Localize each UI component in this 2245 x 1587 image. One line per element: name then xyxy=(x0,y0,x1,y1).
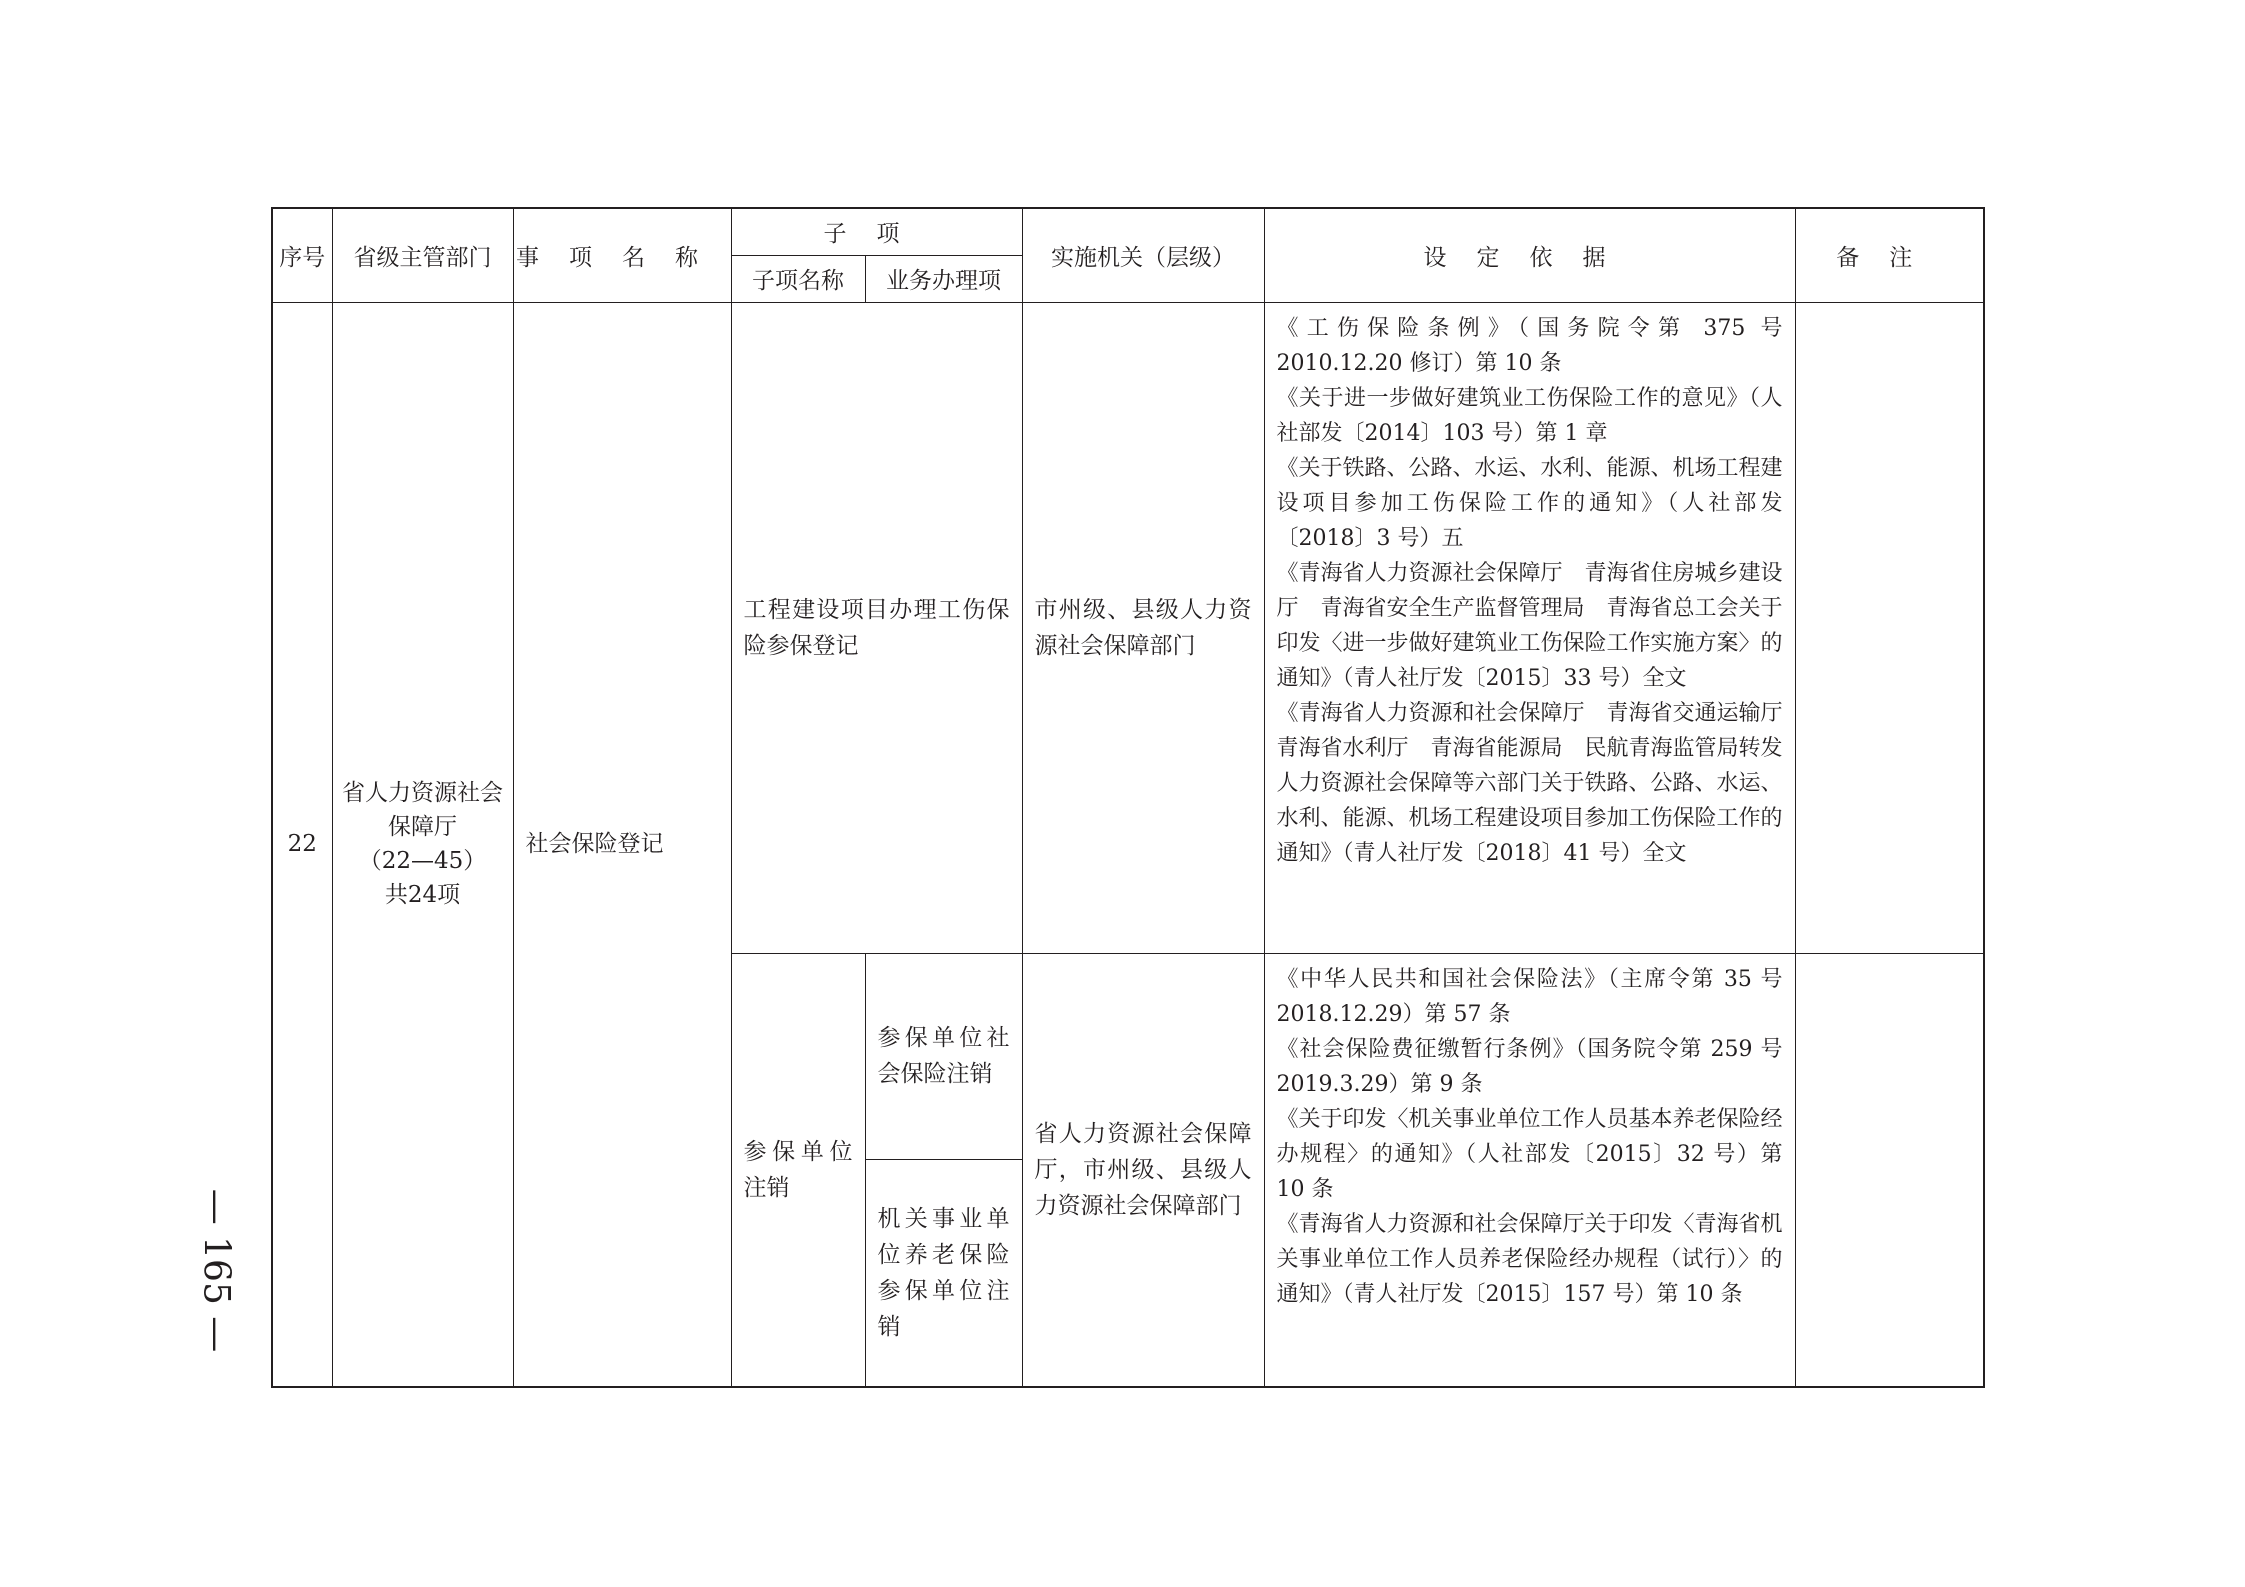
sub2-agency-cell: 省人力资源社会保障厅，市州级、县级人力资源社会保障部门 xyxy=(1022,953,1264,1387)
basis-entry: 《社会保险费征缴暂行条例》（国务院令第 259 号 2019.3.29）第 9 条 xyxy=(1276,1036,1783,1097)
sub1-name-cell: 工程建设项目办理工伤保险参保登记 xyxy=(731,302,1022,953)
header-dept: 省级主管部门 xyxy=(332,208,513,302)
dept-line: 保障厅 xyxy=(388,814,457,841)
table-row xyxy=(272,302,1984,953)
header-remarks: 备注 xyxy=(1795,208,1984,302)
dept-line: 省人力资源社会 xyxy=(342,780,503,807)
sub2-business-cell: 机关事业单位养老保险参保单位注销 xyxy=(865,1159,1022,1387)
item-name-cell: 社会保险登记 xyxy=(513,302,731,1387)
sub2-remarks-cell xyxy=(1795,953,1984,1387)
header-sub: 子项 xyxy=(731,208,1022,255)
seq-cell: 22 xyxy=(272,302,332,1387)
sub2-basis-cell xyxy=(1264,953,1795,1387)
basis-entry: 《关于铁路、公路、水运、水利、能源、机场工程建设项目参加工伤保险工作的通知》（人社部发〔2018〕3 号）五 xyxy=(1276,455,1783,551)
dept-line: （22—45） xyxy=(358,848,487,875)
header-basis: 设定依据 xyxy=(1264,208,1795,302)
basis-entry: 《关于印发〈机关事业单位工作人员基本养老保险经办规程〉的通知》（人社部发〔2015〕32 号）第 10 条 xyxy=(1276,1106,1783,1202)
header-item-name: 事项名称 xyxy=(513,208,731,302)
service-items-table xyxy=(271,207,1985,1388)
basis-entry: 《青海省人力资源社会保障厅 青海省住房城乡建设厅 青海省安全生产监督管理局 青海省总工会关于印发〈进一步做好建筑业工伤保险工作实施方案〉的通知》（青人社厅发〔2015〕33 号）全文 xyxy=(1276,560,1783,691)
basis-entry: 《青海省人力资源和社会保障厅关于印发〈青海省机关事业单位工作人员养老保险经办规程（试行）〉的通知》（青人社厅发〔2015〕157 号）第 10 条 xyxy=(1276,1211,1783,1307)
header-business: 业务办理项 xyxy=(865,255,1022,302)
dept-line: 共24项 xyxy=(384,882,461,909)
header-row-1 xyxy=(272,208,1984,255)
sub1-basis-cell xyxy=(1264,302,1805,953)
sub2-name-cell: 参保单位注销 xyxy=(731,953,865,1387)
header-seq: 序号 xyxy=(272,208,332,302)
sub1-agency-cell: 市州级、县级人力资源社会保障部门 xyxy=(1022,302,1264,953)
basis-entry: 《中华人民共和国社会保险法》（主席令第 35 号 2018.12.29）第 57 条 xyxy=(1276,966,1783,1027)
page-number xyxy=(186,1180,246,1360)
dept-cell xyxy=(332,302,513,1387)
sub2-business-cell: 参保单位社会保险注销 xyxy=(865,953,1022,1159)
basis-entry: 《工伤保险条例》（国务院令第 375 号 2010.12.20 修订）第 10 条 xyxy=(1276,315,1783,376)
page-number-text: — 165 — xyxy=(195,1188,237,1352)
basis-entry: 《关于进一步做好建筑业工伤保险工作的意见》（人社部发〔2014〕103 号）第 1 章 xyxy=(1276,385,1783,446)
basis-entry: 《青海省人力资源和社会保障厅 青海省交通运输厅 青海省水利厅 青海省能源局 民航青海监管局转发人力资源社会保障等六部门关于铁路、公路、水运、水利、能源、机场工程建设项目参加工伤保险工作的通知》（青人社厅发〔2018〕41 号）全文 xyxy=(1276,700,1805,866)
header-sub-name: 子项名称 xyxy=(731,255,865,302)
header-agency: 实施机关（层级） xyxy=(1022,208,1264,302)
sub1-remarks-cell xyxy=(1795,302,1984,953)
